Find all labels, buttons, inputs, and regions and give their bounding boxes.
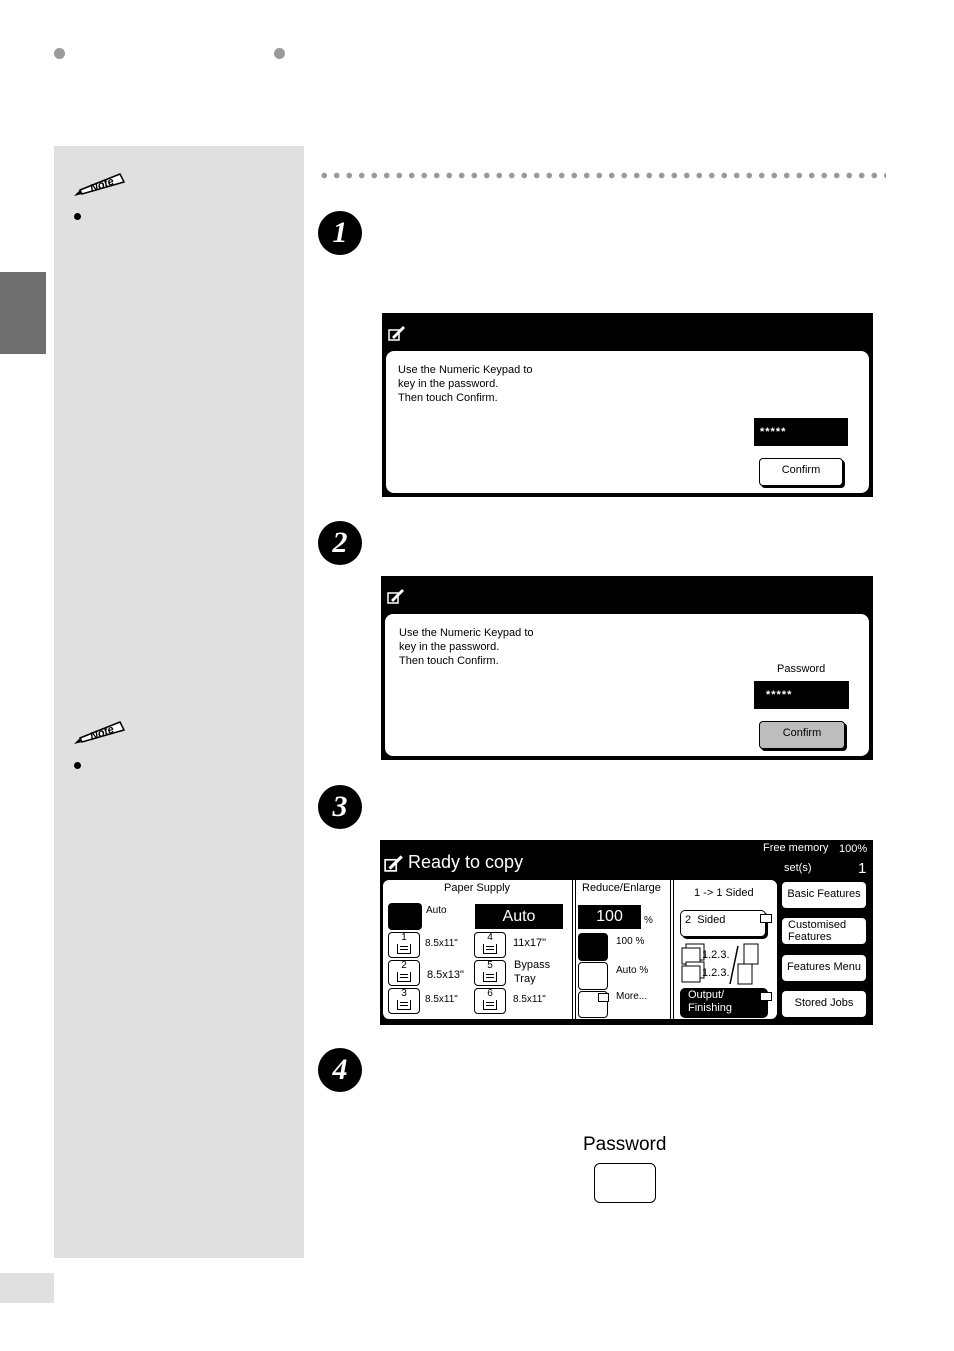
- password-screen-2: [381, 576, 873, 760]
- note-badge-icon: [70, 172, 126, 200]
- tray-2-size: 8.5x13": [427, 969, 464, 981]
- step-3-marker: 3: [318, 785, 362, 829]
- paper-auto-display: Auto: [475, 904, 563, 929]
- zoom-value-display: 100: [578, 905, 641, 929]
- tray-6-button[interactable]: [474, 988, 506, 1014]
- preset-100-label: 100 %: [616, 936, 645, 947]
- column-divider: [572, 880, 576, 1019]
- two-sided-button[interactable]: [680, 910, 766, 937]
- password-key-label: Password: [583, 1134, 667, 1155]
- note-bullet: [74, 213, 81, 220]
- note-sidebar: [54, 146, 304, 1258]
- sets-value: 1: [858, 860, 867, 877]
- tray-icon: [397, 972, 411, 982]
- tab-stored-jobs[interactable]: Stored Jobs: [781, 990, 867, 1018]
- tray-1-button[interactable]: [388, 932, 420, 958]
- instruction-line: Use the Numeric Keypad to: [398, 364, 533, 376]
- tray-number: 5: [487, 960, 493, 971]
- instruction-line: key in the password.: [398, 378, 499, 390]
- tray-3-button[interactable]: [388, 988, 420, 1014]
- two-sided-label: 2 Sided: [685, 914, 726, 926]
- note-badge-label: Note: [88, 723, 116, 744]
- tray-3-size: 8.5x11": [425, 994, 458, 1005]
- instruction-line: Then touch Confirm.: [398, 392, 498, 404]
- password-label: Password: [777, 663, 826, 675]
- svg-text:1.2.3.: 1.2.3.: [702, 949, 730, 961]
- tray-icon: [483, 944, 497, 954]
- auto-paper-label: Auto: [426, 905, 447, 916]
- tray-4-size: 11x17": [513, 937, 547, 949]
- confirm-button[interactable]: Confirm: [759, 721, 845, 749]
- section-dotted-rule: [318, 172, 886, 179]
- note-badge-label: Note: [88, 175, 116, 196]
- password-screen-1: [382, 313, 873, 497]
- tray-5-button[interactable]: [474, 960, 506, 986]
- output-finishing-label: Output/ Finishing: [688, 989, 733, 1014]
- zoom-unit: %: [644, 915, 653, 926]
- auto-zoom-label: Auto %: [616, 965, 649, 976]
- tray-icon: [483, 1000, 497, 1010]
- auto-zoom-button[interactable]: [578, 962, 608, 990]
- free-memory-value: 100%: [839, 843, 868, 855]
- tray-1-size: 8.5x11": [425, 938, 458, 949]
- free-memory-label: Free memory: [763, 842, 829, 854]
- copier-icon: [384, 852, 404, 872]
- one-to-one-sided-label: 1 -> 1 Sided: [694, 887, 754, 899]
- more-indicator-icon: [760, 914, 772, 923]
- auto-paper-button[interactable]: [388, 903, 422, 930]
- tray-icon: [397, 944, 411, 954]
- step-1-marker: 1: [318, 211, 362, 255]
- tray-icon: [483, 972, 497, 982]
- tray-number: 4: [487, 932, 493, 943]
- chapter-tab: [0, 272, 46, 354]
- tray-icon: [397, 1000, 411, 1010]
- status-text: Ready to copy: [408, 852, 524, 872]
- tab-features-menu[interactable]: Features Menu: [781, 954, 867, 982]
- note-bullet: [74, 762, 81, 769]
- column-divider: [670, 880, 674, 1019]
- tray-2-button[interactable]: [388, 960, 420, 986]
- tab-customised-features[interactable]: Customised Features: [781, 917, 867, 945]
- password-field[interactable]: *****: [754, 418, 848, 446]
- instruction-line: Then touch Confirm.: [399, 655, 499, 667]
- copier-icon: [388, 323, 406, 341]
- copy-screen: [380, 840, 873, 1025]
- more-indicator-icon: [598, 993, 609, 1002]
- copier-icon: [387, 586, 405, 604]
- password-field[interactable]: *****: [754, 681, 849, 709]
- svg-text:1.2.3.: 1.2.3.: [702, 967, 730, 979]
- step-4-marker: 4: [318, 1048, 362, 1092]
- sets-label: set(s): [784, 862, 812, 874]
- tray-number: 1: [401, 932, 407, 943]
- tray-4-button[interactable]: [474, 932, 506, 958]
- tab-basic-features[interactable]: Basic Features: [781, 881, 867, 909]
- tray-number: 2: [401, 960, 407, 971]
- preset-100-button[interactable]: [578, 933, 608, 961]
- password-key-button[interactable]: [594, 1163, 656, 1203]
- header-dot-left: [54, 48, 65, 59]
- tray-6-size: 8.5x11": [513, 994, 546, 1005]
- tray-number: 6: [487, 988, 493, 999]
- more-indicator-icon: [760, 992, 772, 1001]
- more-zoom-label: More...: [616, 991, 648, 1002]
- header-dot-right: [274, 48, 285, 59]
- tray-number: 3: [401, 988, 407, 999]
- instruction-line: key in the password.: [399, 641, 500, 653]
- step-2-marker: 2: [318, 521, 362, 565]
- paper-supply-title: Paper Supply: [444, 882, 511, 894]
- instruction-line: Use the Numeric Keypad to: [399, 627, 534, 639]
- duplex-copy-icon: [680, 940, 762, 986]
- page-number-box: [0, 1273, 54, 1303]
- tray-5-size: Bypass Tray: [514, 959, 551, 985]
- note-badge-icon: [70, 720, 126, 748]
- confirm-button[interactable]: Confirm: [759, 458, 843, 486]
- reduce-enlarge-title: Reduce/Enlarge: [582, 882, 661, 894]
